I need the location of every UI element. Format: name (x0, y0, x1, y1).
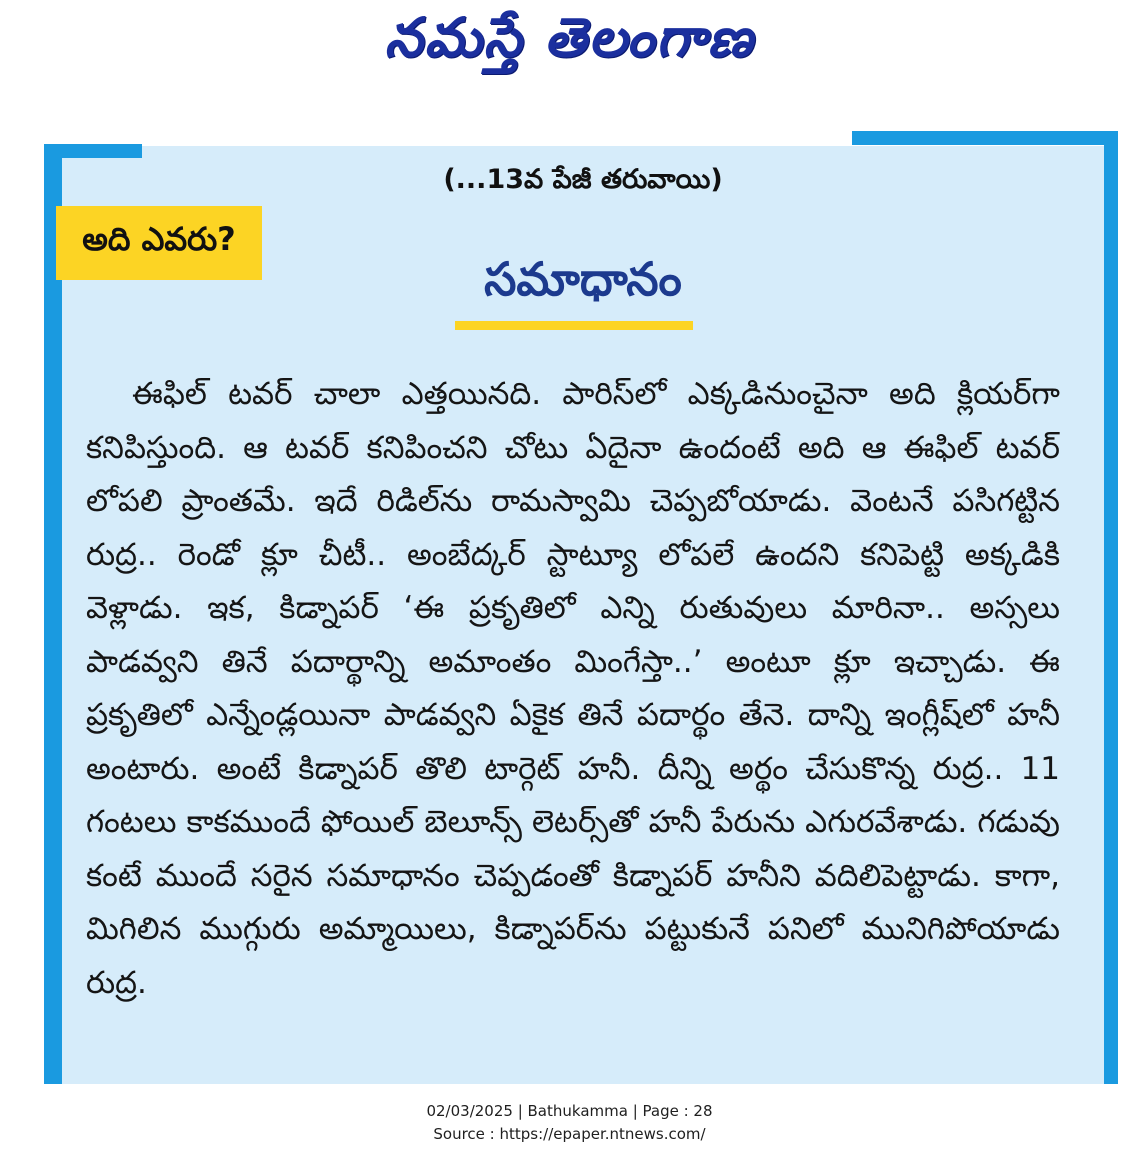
footer-date-page: 02/03/2025 | Bathukamma | Page : 28 (426, 1102, 713, 1120)
article-heading: సమాధానం (484, 252, 682, 306)
continuation-note: (...13వ పేజీ తరువాయి) (443, 164, 723, 195)
section-tag: అది ఎవరు? (56, 206, 262, 280)
masthead-logo: నమస్తే తెలంగాణ (384, 6, 755, 69)
panel-border-left (44, 146, 62, 1084)
article-body: ఈఫిల్ టవర్ చాలా ఎత్తయినది. పారిస్‌లో ఎక్కడినుంచైనా అది క్లియర్‌గా కనిపిస్తుంది. ఆ టవర్ కనిపించని చోటు ఏదైనా ఉందంటే అది ఆ ఈఫిల్ టవర్ లోపలి ప్రాంతమే. ఇదే రిడిల్‌ను రామస్వామి చెప్పబోయాడు. వెంటనే పసిగట్టిన రుద్ర.. రెండో క్లూ చీటీ.. అంబేద్కర్ స్టాట్యూ లోపలే ఉందని కనిపెట్టి అక్కడికి వెళ్లాడు. ఇక, కిడ్నాపర్ ‘ఈ ప్రకృతిలో ఎన్ని రుతువులు మారినా.. అస్సలు పాడవ్వని తినే పదార్థాన్ని అమాంతం మింగేస్తా..’ అంటూ క్లూ ఇచ్చాడు. ఈ ప్రకృతిలో ఎన్నేండ్లయినా పాడవ్వని ఏకైక తినే పదార్థం తేనె. దాన్ని ఇంగ్లీష్‌లో హనీ అంటారు. అంటే కిడ్నాపర్ తొలి టార్గెట్ హనీ. దీన్ని అర్థం చేసుకొన్న రుద్ర.. 11 గంటలు కాకముందే ఫోయిల్ బెలూన్స్ లెటర్స్‌తో హనీ పేరును ఎగురవేశాడు. గడువు కంటే ముందే సరైన సమాధానం చెప్పడంతో కిడ్నాపర్ హనీని వదిలిపెట్టాడు. కాగా, మిగిలిన ముగ్గురు అమ్మాయిలు, కిడ్నాపర్‌ను పట్టుకునే పనిలో మునిగిపోయాడు రుద్ర. (86, 376, 1060, 1001)
panel-border-right (1104, 131, 1118, 1084)
footer-source: Source : https://epaper.ntnews.com/ (433, 1125, 706, 1143)
panel-border-top-right (852, 131, 1118, 145)
panel-border-top-left (44, 144, 142, 158)
heading-underline (455, 321, 693, 330)
